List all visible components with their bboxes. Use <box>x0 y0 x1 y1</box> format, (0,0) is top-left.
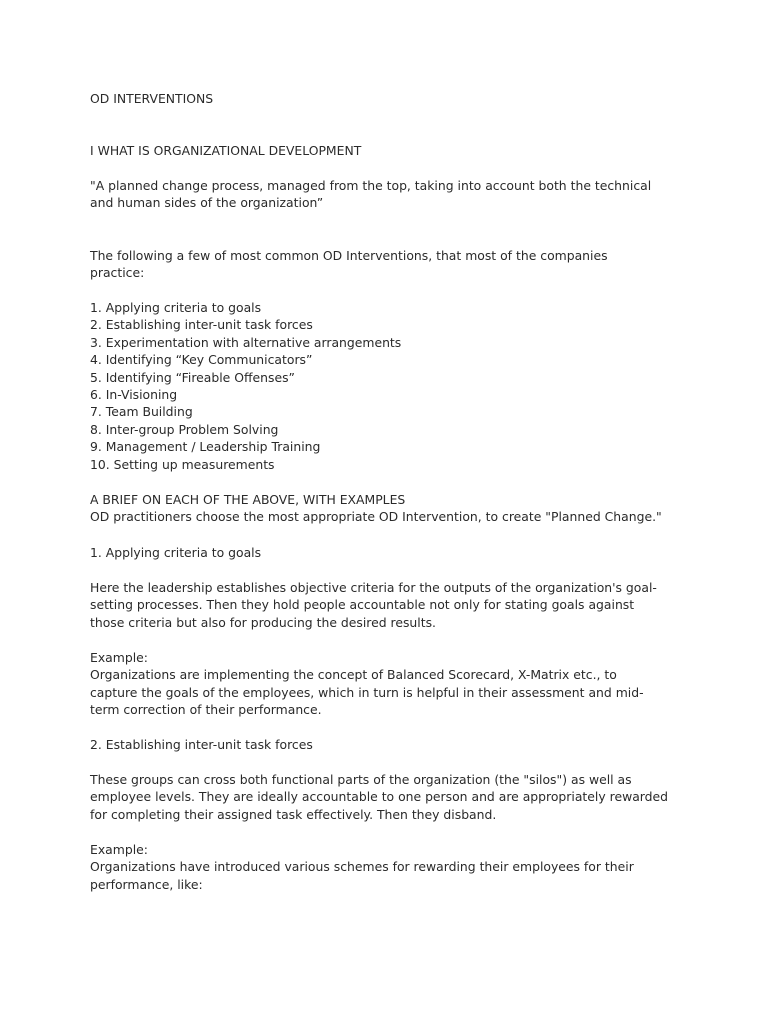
subsection-heading: 1. Applying criteria to goals <box>90 545 262 560</box>
list-item: 3. Experimentation with alternative arrangements <box>90 334 402 350</box>
section-heading: I WHAT IS ORGANIZATIONAL DEVELOPMENT <box>90 143 362 158</box>
document-title: OD INTERVENTIONS <box>90 91 214 106</box>
subsection-body: Here the leadership establishes objective criteria for the outputs of the organization's goal- setting processes. Then they hold people accountable not only for stating goals against those criteria but also for producing the desired results. <box>90 580 657 630</box>
list-item: 7. Team Building <box>90 404 193 420</box>
list-item: 8. Inter-group Problem Solving <box>90 421 279 437</box>
list-item: 2. Establishing inter-unit task forces <box>90 317 313 333</box>
list-item: 9. Management / Leadership Training <box>90 439 321 455</box>
list-item: 1. Applying criteria to goals <box>90 300 262 315</box>
list-item: 4. Identifying “Key Communicators” <box>90 352 313 368</box>
list-item: 5. Identifying “Fireable Offenses” <box>90 369 295 385</box>
list-item: 10. Setting up measurements <box>90 456 275 472</box>
example-text: Organizations are implementing the concept of Balanced Scorecard, X-Matrix etc., to capture the goals of the employees, which in turn is helpful in their assessment and mid- term correction of their performance. <box>90 667 644 718</box>
brief-intro: OD practitioners choose the most appropriate OD Intervention, to create "Planned Change." <box>90 509 662 525</box>
definition-quote: "A planned change process, managed from the top, taking into account both the technical and human sides of the organization” <box>90 178 652 211</box>
example-label: Example: <box>90 650 148 665</box>
subsection-heading: 2. Establishing inter-unit task forces <box>90 737 313 752</box>
example-text: Organizations have introduced various schemes for rewarding their employees for their performance, like: <box>90 859 634 892</box>
list-item: 6. In-Visioning <box>90 387 178 402</box>
example-label: Example: <box>90 842 148 857</box>
intro-paragraph: The following a few of most common OD Interventions, that most of the companies practice: <box>90 248 608 281</box>
brief-heading: A BRIEF ON EACH OF THE ABOVE, WITH EXAMPLES <box>90 492 406 507</box>
subsection-body: These groups can cross both functional parts of the organization (the "silos") as well as employee levels. They are ideally accountable to one person and are appropriately rewarded for completing their assigned task effectively. Then they disband. <box>90 772 669 822</box>
